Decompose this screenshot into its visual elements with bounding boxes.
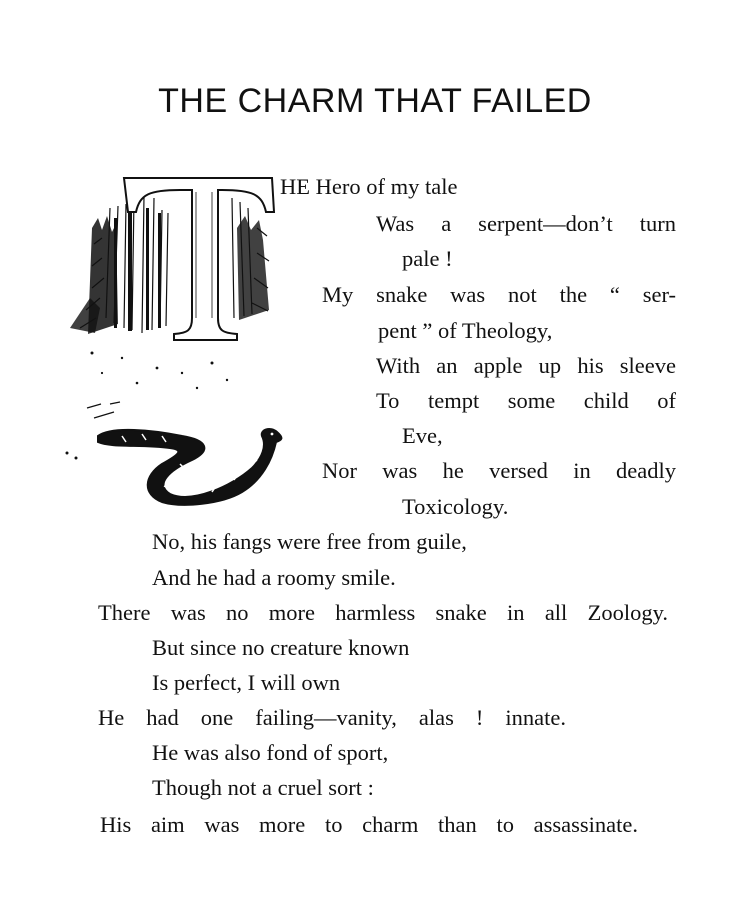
snake-icon xyxy=(98,429,281,505)
poem-line-12: And he had a roomy smile. xyxy=(152,565,396,590)
poem-line-13: There was no more harmless snake in all Zoology. xyxy=(98,600,668,625)
poem-line-4: My snake was not the “ ser- xyxy=(322,282,676,307)
foliage-icon xyxy=(70,208,269,334)
poem-line-10: Toxicology. xyxy=(402,494,509,519)
poem-line-5: pent ” of Theology, xyxy=(378,318,553,343)
poem-line-15: Is perfect, I will own xyxy=(152,670,341,695)
poem-line-6: With an apple up his sleeve xyxy=(376,353,676,378)
poem-line-7: To tempt some child of xyxy=(376,388,676,413)
poem-line-1: HE Hero of my tale xyxy=(280,174,458,199)
page-title: THE CHARM THAT FAILED xyxy=(158,82,592,120)
poem-line-18: Though not a cruel sort : xyxy=(152,775,374,800)
poem-line-14: But since no creature known xyxy=(152,635,410,660)
poem-line-8: Eve, xyxy=(402,423,443,448)
poem-line-16: He had one failing—vanity, alas ! innate. xyxy=(98,705,566,730)
poem-line-3: pale ! xyxy=(402,246,453,271)
poem-line-11: No, his fangs were free from guile, xyxy=(152,529,467,554)
poem-line-17: He was also fond of sport, xyxy=(152,740,389,765)
poem-line-19: His aim was more to charm than to assassinate. xyxy=(100,812,638,837)
poem-line-9: Nor was he versed in deadly xyxy=(322,458,676,483)
poem-line-2: Was a serpent—don’t turn xyxy=(376,211,676,236)
dropcap-illustration xyxy=(62,168,287,506)
